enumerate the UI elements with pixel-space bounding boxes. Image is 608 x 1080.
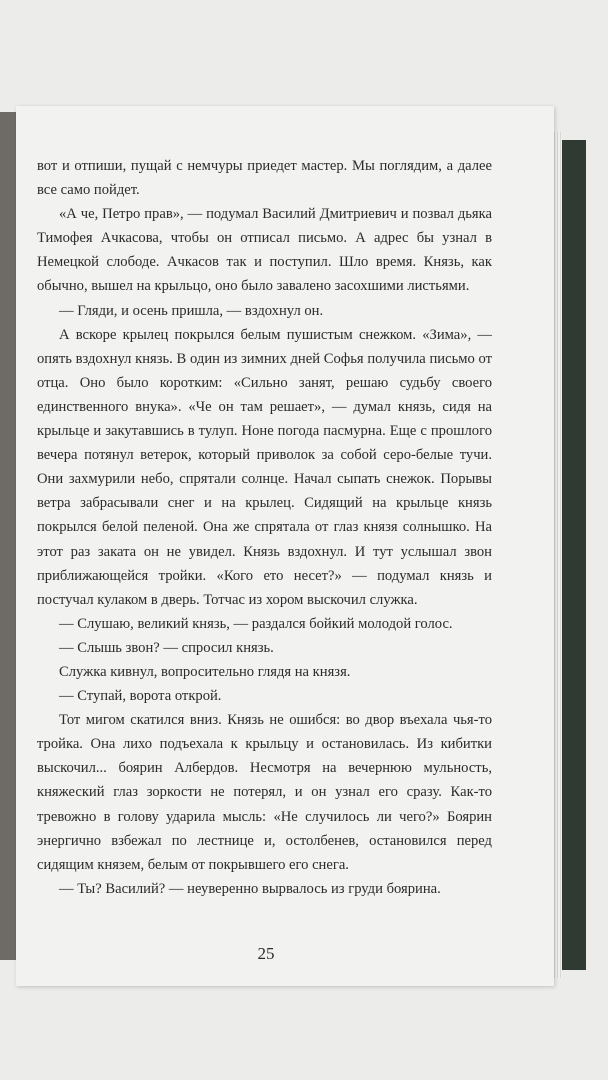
paragraph: — Слушаю, великий князь, — раздался бойкий молодой голос. — [59, 615, 453, 632]
paragraph: — Слышь звон? — спросил князь. — [59, 639, 274, 656]
page-number: 25 — [257, 944, 275, 963]
book-page — [16, 106, 554, 986]
paragraph: Тот мигом скатился вниз. Князь не ошибся: во двор въехала чья-то тройка. Она лихо подъехала к крыльцу и остановилась. Из кибитки выскочил... боярин Албердов. Несмотря на вечернюю мульность, княжеский глаз зоркости не потерял, и он узнал его сразу. Как-то тревожно в голову ударила мысль: «Не случилось ли чего?» Боярин энергично взбежал по лестнице и, остолбенев, остановился перед сидящим князем, белым от покрывшего его снега. — [37, 712, 492, 873]
book-cover-right — [560, 140, 586, 970]
paragraph: — Ступай, ворота открой. — [59, 688, 222, 705]
paragraph: «А че, Петро прав», — подумал Василий Дмитриевич и позвал дьяка Тимофея Ачкасова, чтобы он отписал письмо. А адрес бы узнал в Немецкой слободе. Ачкасов так и поступил. Шло время. Князь, как обычно, вышел на крыльцо, оно было завалено засохшими листьями. — [37, 206, 492, 295]
paragraph: Служка кивнул, вопросительно глядя на князя. — [59, 663, 351, 680]
paragraph: — Ты? Василий? — неуверенно вырвалось из груди боярина. — [59, 880, 441, 897]
page-text — [37, 154, 492, 901]
paragraph: А вскоре крылец покрылся белым пушистым снежком. «Зима», — опять вздохнул князь. В один из зимних дней Софья получила письмо от отца. Оно было коротким: «Сильно занят, решаю судьбу своего единственного внука». «Че он там решает», — думал князь, сидя на крыльце и закутавшись в тулуп. Ноне погода пасмурна. Еще с прошлого вечера потянул ветерок, который приволок за собой серо-белые тучи. Они захмурили небо, спрятали солнце. Начал сыпать снежок. Порывы ветра забрасывали снег и на крылец. Сидящий на крыльце князь покрылся белой пеленой. Она же спрятала от глаз князя солнышко. На этот раз заката он не увидел. Князь вздохнул. И тут услышал звон приближающейся тройки. «Кого ето несет?» — подумал князь и постучал кулаком в дверь. Тотчас из хором выскочил служка. — [37, 326, 492, 608]
paragraph: вот и отпиши, пущай с немчуры приедет мастер. Мы поглядим, а далее все само пойдет. — [37, 158, 492, 199]
paragraph: — Гляди, и осень пришла, — вздохнул он. — [59, 302, 324, 319]
